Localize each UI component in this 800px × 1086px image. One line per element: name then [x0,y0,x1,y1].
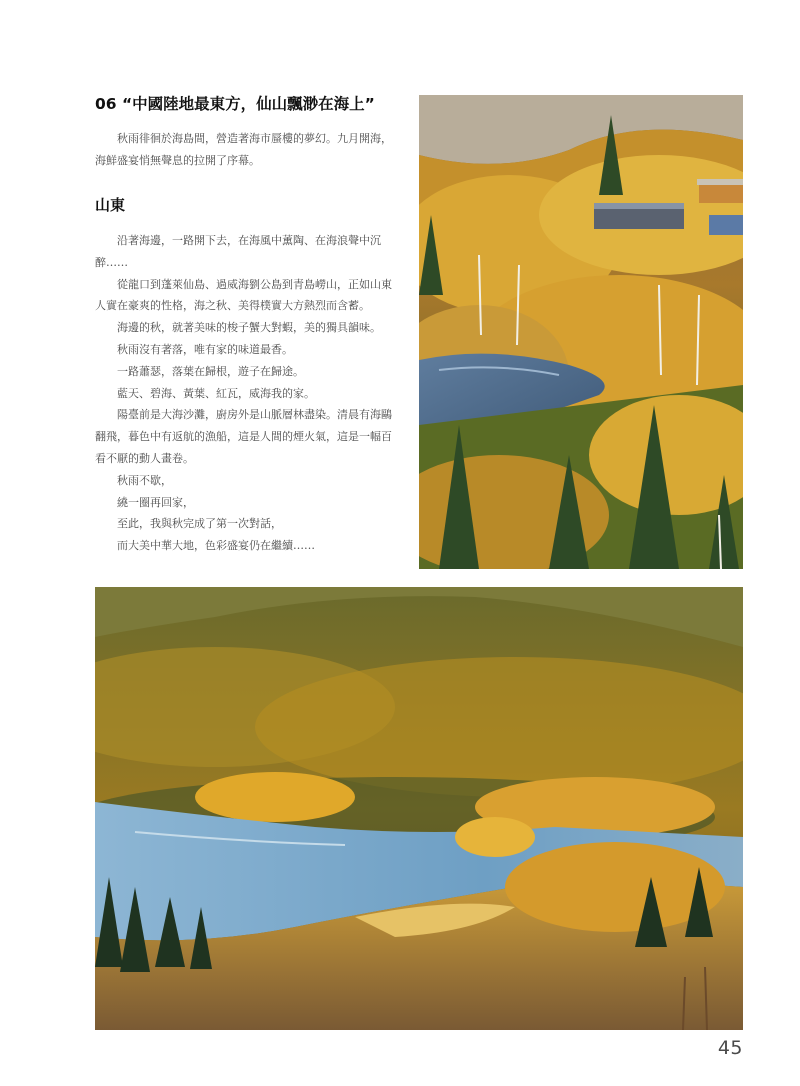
body-paragraph: 秋雨沒有著落，唯有家的味道最香。 [117,342,293,356]
body-paragraph: 而大美中華大地，色彩盛宴仍在繼續…… [117,539,315,553]
body-paragraph: 陽臺前是大海沙灘，廚房外是山脈層林盡染。清晨有海鷗翻飛，暮色中有返航的漁船，這是人間的煙火氣，這是一幅百看不厭的動人畫卷。 [95,408,392,465]
golden-valley-lake-photo [95,587,743,1030]
region-heading: 山東 [95,196,126,214]
body-paragraph: 秋雨不歇， [117,473,172,487]
body-paragraph: 海邊的秋，就著美味的梭子蟹大對蝦，美的獨具韻味。 [117,321,381,335]
autumn-forest-river-photo [419,95,743,569]
body-paragraph: 至此，我與秋完成了第一次對話， [117,517,282,531]
page-number: 45 [717,1037,743,1059]
body-paragraph: 藍天、碧海、黃葉、紅瓦，威海我的家。 [117,386,315,400]
body-paragraph: 沿著海邊，一路開下去，在海風中薰陶、在海浪聲中沉醉…… [95,234,381,269]
intro-paragraph: 秋雨徘徊於海島間，營造著海市蜃樓的夢幻。九月開海，海鮮盛宴悄無聲息的拉開了序幕。 [95,132,392,167]
body-paragraph: 繞一圈再回家， [117,495,194,509]
article-body [95,230,400,557]
article-headline: 06 “中國陸地最東方，仙山飄渺在海上” [95,95,375,113]
body-paragraph: 一路蕭瑟，落葉在歸根，遊子在歸途。 [117,364,304,378]
body-paragraph: 從龍口到蓬萊仙島、過威海劉公島到青島嶗山，正如山東人實在豪爽的性格，海之秋、美得樸實大方熱烈而含蓄。 [95,277,392,313]
